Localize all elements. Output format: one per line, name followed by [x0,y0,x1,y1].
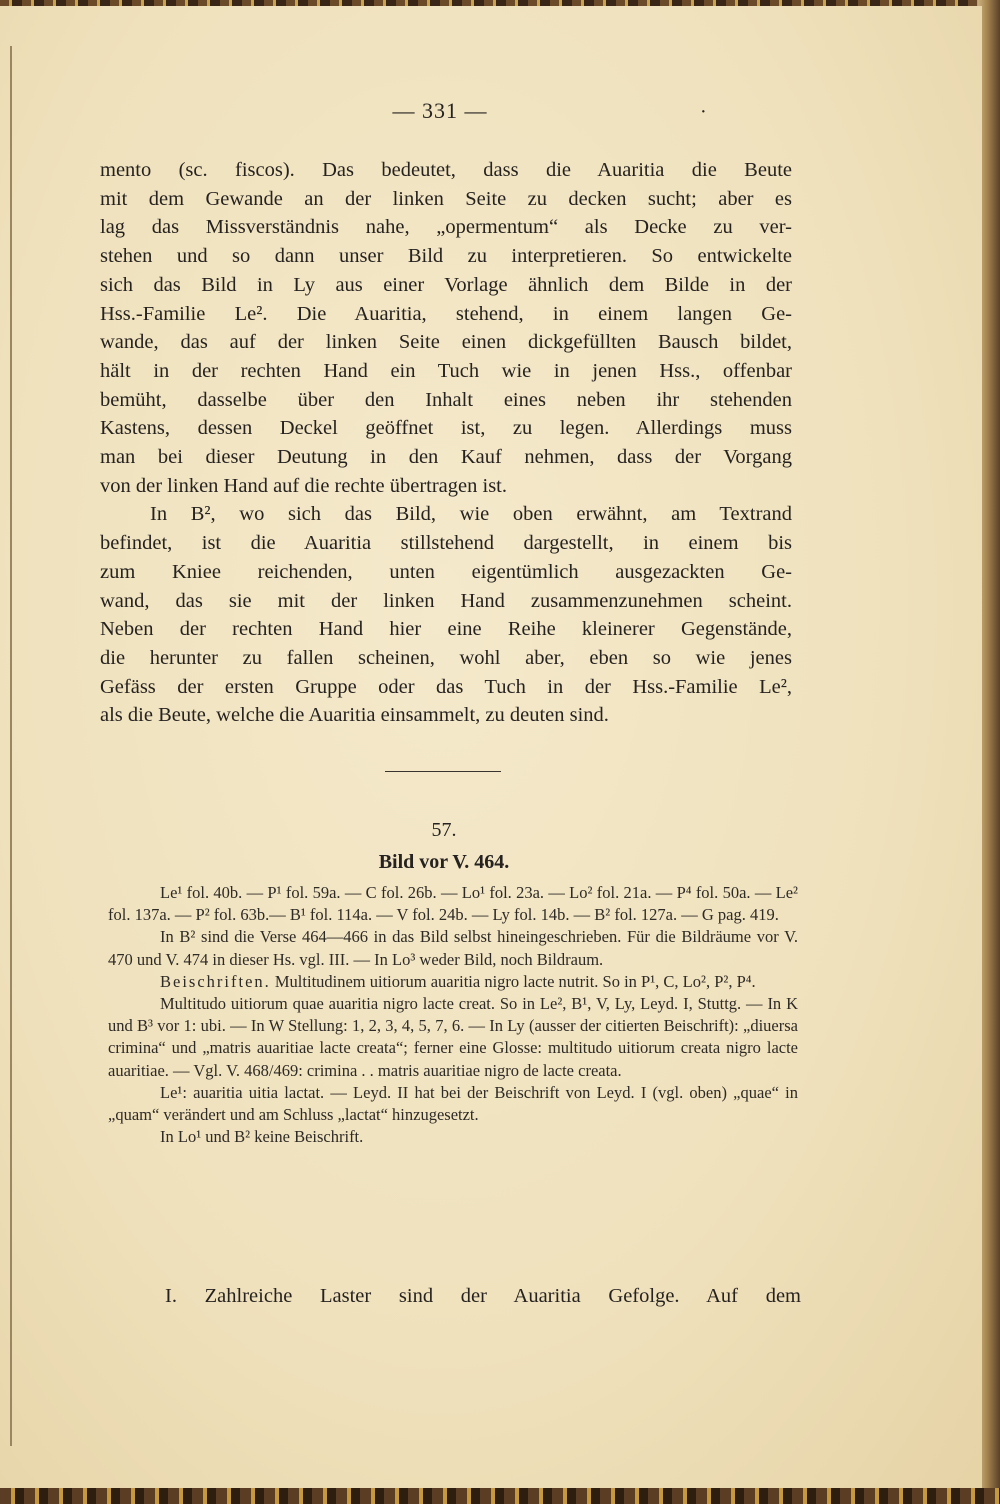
manuscript-list: Le¹ fol. 40b. — P¹ fol. 59a. — C fol. 26b. — Lo¹ fol. 23a. — Lo² fol. 21a. — P⁴ fol. 50a. — Le² fol. 137a. — P² fol. 63b.— B¹ fol. 114a. — V fol. 24b. — Ly fol. 14b. — B² fol. 127a. — G pag. 419. [108,883,798,925]
variant-1: Multitudo uitiorum quae auaritia nigro lacte creat. So in Le², B¹, V, Ly, Leyd. I, Stuttg. — In K und B³ vor 1: ubi. — In W Stellung: 1, 2, 3, 4, 5, 7, 6. — In Ly (ausser der citierten Beischrift): „diuersa crimina“ und „matris auaritiae lacte creata“; ferner eine Glosse: multitudo uitiorum creata nigro lacte auaritiae. — Vgl. V. 468/469: crimina . . matris auaritiae nigro de lacte creata. [108,994,798,1080]
text-line: mento (sc. fiscos). Das bedeutet, dass die Auaritia die Beute [100,159,792,181]
text-line: wande, das auf der linken Seite einen dickgefüllten Bausch bildet, [100,331,792,354]
text-line: wand, das sie mit der linken Hand zusammenzunehmen scheint. [100,589,792,612]
text-line: als die Beute, welche die Auaritia einsammelt, zu deuten sind. [100,704,609,727]
paragraph-2 [100,500,792,730]
text-line: Kastens, dessen Deckel geöffnet ist, zu legen. Allerdings muss [100,417,792,440]
text-line: befindet, ist die Auaritia stillstehend dargestellt, in einem bis [100,532,792,555]
section-divider [385,771,501,772]
text-line: hält in der rechten Hand ein Tuch wie in jenen Hss., offenbar [100,359,792,382]
text-line: zum Kniee reichenden, unten eigentümlich ausgezackten Ge- [100,560,792,583]
main-text [100,156,792,730]
paragraph-1 [100,156,792,500]
text-line: die herunter zu fallen scheinen, wohl aber, eben so wie jenes [100,646,792,669]
text-line: Neben der rechten Hand hier eine Reihe kleinerer Gegenstände, [100,618,792,641]
text-line: Gefäss der ersten Gruppe oder das Tuch in der Hss.-Familie Le², [100,675,792,698]
text-line: lag das Missverständnis nahe, „opermentum“ als Decke zu ver- [100,216,792,239]
text-line: man bei dieser Deutung in den Kauf nehmen, dass der Vorgang [100,446,792,469]
text-line: von der linken Hand auf die rechte übertragen ist. [100,474,507,497]
note-b2: In B² sind die Verse 464—466 in das Bild selbst hineingeschrieben. Für die Bildräume vor V. 470 und V. 474 in dieser Hs. vgl. III. — In Lo³ weder Bild, noch Bildraum. [108,927,798,969]
text-line: sich das Bild in Ly aus einer Vorlage ähnlich dem Bilde in der [100,273,792,296]
beischriften-text: Multitudinem uitiorum auaritia nigro lacte nutrit. So in P¹, C, Lo², P², P⁴. [274,971,756,991]
page-mark: · [700,101,707,123]
variant-3: In Lo¹ und B² keine Beischrift. [160,1127,364,1147]
book-page [0,6,982,1490]
text-line: In B², wo sich das Bild, wie oben erwähnt, am Textrand [150,503,792,526]
text-line: bemüht, dasselbe über den Inhalt eines neben ihr stehenden [100,388,792,411]
critical-apparatus [108,882,798,1148]
beischriften-label: Beischriften. [160,971,271,991]
text-line: mit dem Gewande an der linken Seite zu decken sucht; aber es [100,187,792,210]
section-title: Bild vor V. 464. [378,851,510,873]
beischriften [108,971,798,993]
page-number: — 331 — [392,98,488,123]
binding-shadow [10,46,12,1446]
final-text-line: I. Zahlreiche Laster sind der Auaritia Gefolge. Auf dem [165,1285,801,1307]
book-bottom-edge [0,1488,1000,1504]
variant-2: Le¹: auaritia uitia lactat. — Leyd. II hat bei der Beischrift von Leyd. I (vgl. oben) „quae“ in „quam“ verändert und am Schluss „lactat“ hinzugesetzt. [108,1082,798,1125]
text-line: Hss.-Familie Le². Die Auaritia, stehend, in einem langen Ge- [100,302,792,325]
text-line: stehen und so dann unser Bild zu interpretieren. So entwickelte [100,245,792,268]
section-number: 57. [431,819,457,841]
